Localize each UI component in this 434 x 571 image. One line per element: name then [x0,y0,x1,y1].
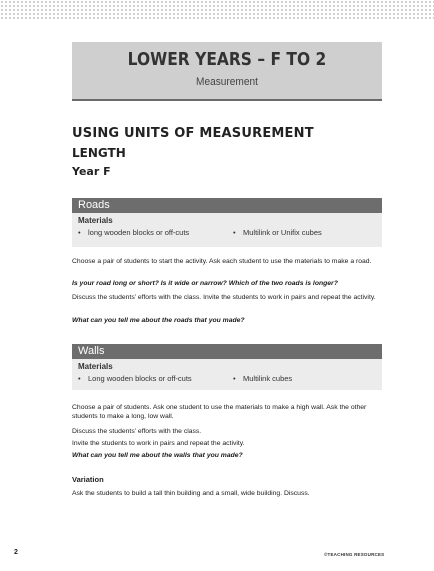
paragraph: Discuss the students’ efforts with the class. [72,428,202,435]
paragraph: Choose a pair of students. Ask one student to use the materials to make a high wall. Ask the other students to make a long, low wall. [72,404,367,420]
header-title: LOWER YEARS – F TO 2 [127,49,327,70]
paragraph: Discuss the students’ efforts with the class. Invite the students to work in pairs and repeat the activity. [72,294,376,301]
section-title-walls: Walls [72,344,382,359]
question: Is your road long or short? Is it wide or narrow? Which of the two roads is longer? [72,280,338,287]
question: What can you tell me about the roads that you made? [72,317,245,324]
variation-heading: Variation [72,475,104,484]
variation-text: Ask the students to build a tall thin building and a small, wide building. Discuss. [72,490,310,497]
question: What can you tell me about the walls that you made? [72,452,243,459]
material-item: • Multilink cubes [233,374,293,383]
page-number: 2 [14,549,18,556]
material-item: • Multilink or Unifix cubes [233,228,322,237]
materials-label: Materials [78,216,113,225]
year-heading: Year F [72,165,111,178]
material-item: • long wooden blocks or off-cuts [78,228,190,237]
materials-label: Materials [78,362,113,371]
materials-box-roads [72,213,382,247]
paragraph: Choose a pair of students to start the activity. Ask each student to use the materials to make a road. [72,258,372,265]
dotted-pattern [0,0,434,20]
section-title-roads: Roads [72,198,382,213]
page-header [72,42,382,101]
sub-heading: LENGTH [72,146,126,160]
materials-box-walls [72,359,382,390]
copyright-notice: ©TEACHING RESOURCES [324,552,385,557]
header-subtitle: Measurement [196,76,258,88]
material-item: • Long wooden blocks or off-cuts [78,374,192,383]
paragraph: Invite the students to work in pairs and repeat the activity. [72,440,245,447]
main-heading: USING UNITS OF MEASUREMENT [72,126,314,141]
